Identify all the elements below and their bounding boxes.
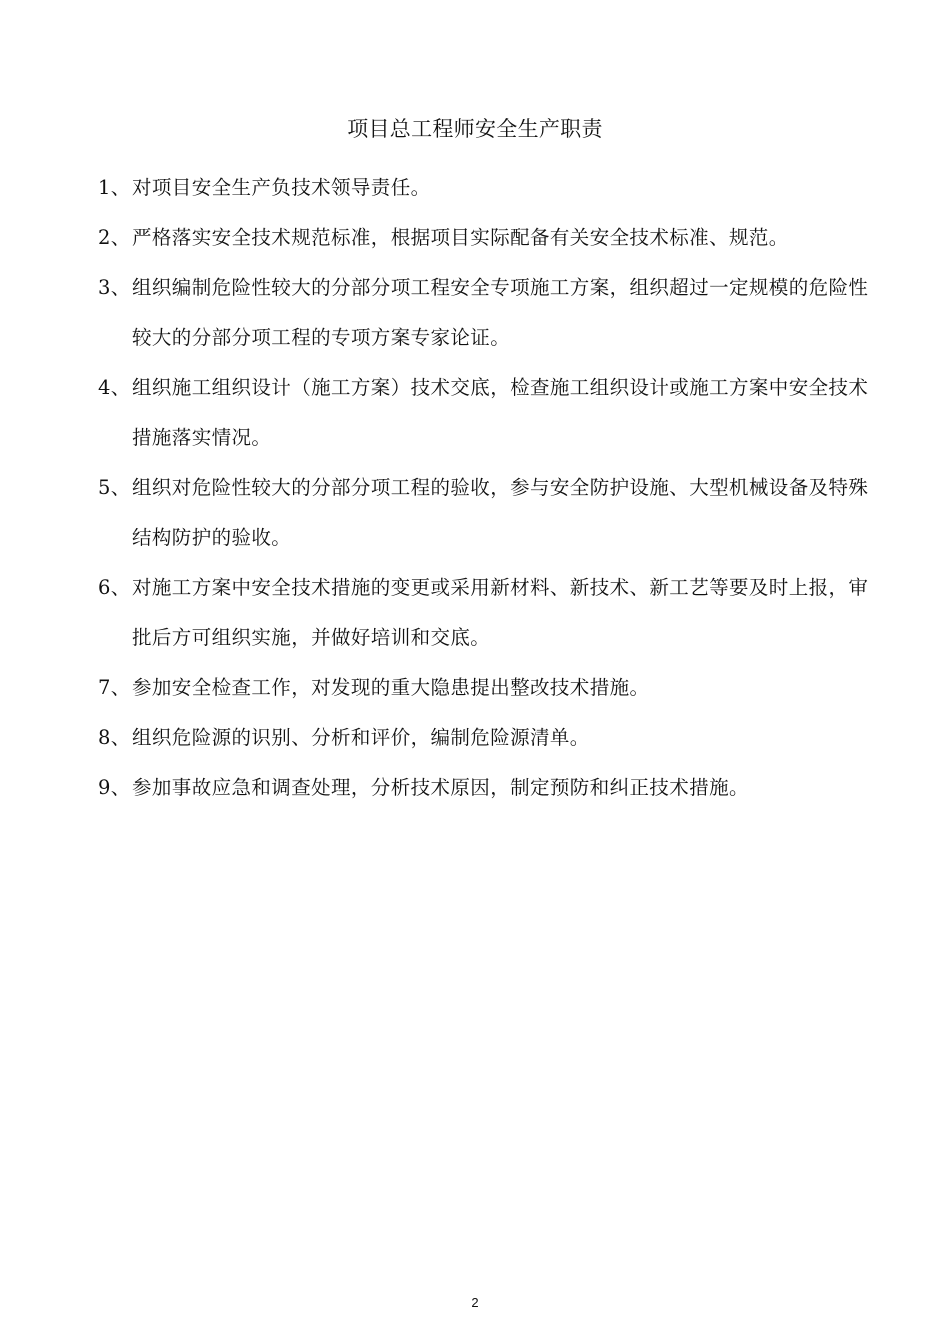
item-number: 8、 xyxy=(98,726,131,749)
responsibility-list xyxy=(98,163,878,813)
item-text: 对施工方案中安全技术措施的变更或采用新材料、新技术、新工艺等要及时上报，审批后方可组织实施，并做好培训和交底。 xyxy=(132,576,869,649)
list-item xyxy=(98,163,878,213)
item-number: 5、 xyxy=(98,476,131,499)
item-number: 7、 xyxy=(98,676,131,699)
item-text: 组织施工组织设计（施工方案）技术交底，检查施工组织设计或施工方案中安全技术措施落实情况。 xyxy=(132,376,869,449)
item-text: 对项目安全生产负技术领导责任。 xyxy=(132,176,431,199)
list-item xyxy=(98,713,878,763)
item-number: 9、 xyxy=(98,776,131,799)
item-number: 4、 xyxy=(98,376,131,399)
document-title: 项目总工程师安全生产职责 xyxy=(347,117,603,141)
item-text: 组织编制危险性较大的分部分项工程安全专项施工方案，组织超过一定规模的危险性较大的分部分项工程的专项方案专家论证。 xyxy=(132,276,869,349)
item-number: 6、 xyxy=(98,576,131,599)
list-item xyxy=(98,663,878,713)
item-number: 1、 xyxy=(98,176,131,199)
list-item xyxy=(98,463,878,563)
page-number: 2 xyxy=(471,1295,479,1310)
item-number: 2、 xyxy=(98,226,131,249)
item-text: 参加安全检查工作，对发现的重大隐患提出整改技术措施。 xyxy=(132,676,650,699)
list-item xyxy=(98,263,878,363)
item-text: 参加事故应急和调查处理，分析技术原因，制定预防和纠正技术措施。 xyxy=(132,776,749,799)
item-text: 严格落实安全技术规范标准，根据项目实际配备有关安全技术标准、规范。 xyxy=(132,226,789,249)
list-item xyxy=(98,763,878,813)
item-text: 组织危险源的识别、分析和评价，编制危险源清单。 xyxy=(132,726,590,749)
item-text: 组织对危险性较大的分部分项工程的验收，参与安全防护设施、大型机械设备及特殊结构防护的验收。 xyxy=(132,476,869,549)
item-number: 3、 xyxy=(98,276,131,299)
list-item xyxy=(98,563,878,663)
list-item xyxy=(98,213,878,263)
list-item xyxy=(98,363,878,463)
